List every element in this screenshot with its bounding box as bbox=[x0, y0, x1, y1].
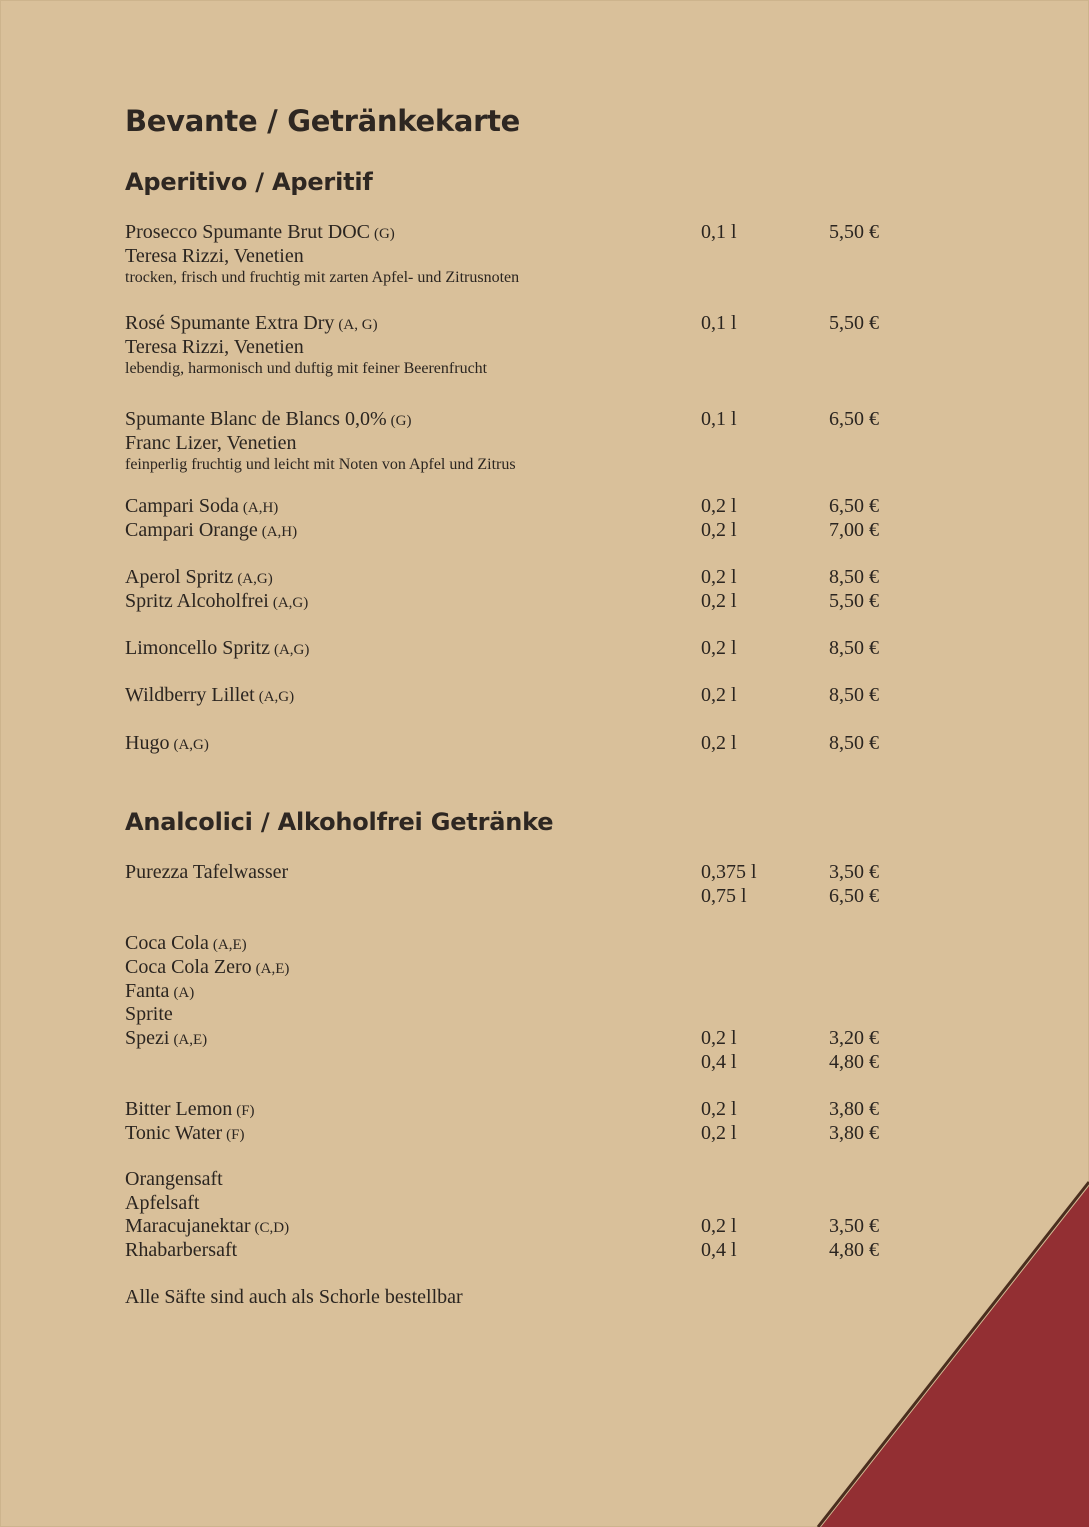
menu-item-name: Purezza Tafelwasser bbox=[125, 861, 289, 883]
menu-item-name: Aperol Spritz (A,G) bbox=[125, 566, 273, 588]
menu-item-volume: 0,2 l bbox=[701, 1098, 737, 1120]
menu-item-volume: 0,1 l bbox=[701, 221, 737, 243]
menu-item-name: Campari Soda (A,H) bbox=[125, 495, 279, 517]
section-heading-soft-drinks: Analcolici / Alkoholfrei Getränke bbox=[125, 808, 554, 836]
section-heading-aperitif: Aperitivo / Aperitif bbox=[125, 168, 373, 196]
allergen-codes: (G) bbox=[373, 226, 395, 242]
menu-item-producer: Teresa Rizzi, Venetien bbox=[125, 336, 304, 358]
menu-item-name: Spritz Alcoholfrei (A,G) bbox=[125, 590, 309, 612]
menu-item-volume: 0,2 l bbox=[701, 519, 737, 541]
menu-item-name: Coca Cola (A,E) bbox=[125, 932, 247, 954]
menu-item-price: 8,50 € bbox=[829, 684, 879, 706]
allergen-codes: (A,H) bbox=[261, 524, 298, 540]
menu-item-volume: 0,1 l bbox=[701, 408, 737, 430]
menu-item-name: Orangensaft bbox=[125, 1168, 223, 1190]
menu-item-price: 6,50 € bbox=[829, 495, 879, 517]
menu-item-description: feinperlig fruchtig und leicht mit Noten von Apfel und Zitrus bbox=[125, 456, 516, 473]
menu-item-name: Rosé Spumante Extra Dry (A, G) bbox=[125, 312, 378, 334]
menu-item-price: 5,50 € bbox=[829, 312, 879, 334]
menu-item-volume: 0,2 l bbox=[701, 495, 737, 517]
menu-item-volume: 0,1 l bbox=[701, 312, 737, 334]
menu-item-price: 3,80 € bbox=[829, 1098, 879, 1120]
menu-item-price: 7,00 € bbox=[829, 519, 879, 541]
menu-item-name: Limoncello Spritz (A,G) bbox=[125, 637, 310, 659]
menu-item-description: lebendig, harmonisch und duftig mit feiner Beerenfrucht bbox=[125, 360, 488, 377]
menu-item-price: 5,50 € bbox=[829, 221, 879, 243]
allergen-codes: (A,G) bbox=[258, 689, 295, 705]
allergen-codes: (A) bbox=[173, 985, 195, 1001]
allergen-codes: (F) bbox=[236, 1103, 255, 1119]
menu-item-description: trocken, frisch und fruchtig mit zarten Apfel- und Zitrusnoten bbox=[125, 269, 520, 286]
menu-item-price: 8,50 € bbox=[829, 637, 879, 659]
allergen-codes: (A,G) bbox=[272, 595, 309, 611]
menu-item-price: 6,50 € bbox=[829, 885, 879, 907]
menu-item-price: 8,50 € bbox=[829, 732, 879, 754]
menu-item-name: Maracujanektar (C,D) bbox=[125, 1215, 290, 1237]
menu-item-price: 3,50 € bbox=[829, 1215, 879, 1237]
menu-item-price: 3,20 € bbox=[829, 1027, 879, 1049]
menu-title: Bevante / Getränkekarte bbox=[125, 104, 521, 138]
menu-item-name: Coca Cola Zero (A,E) bbox=[125, 956, 290, 978]
menu-item-volume: 0,75 l bbox=[701, 885, 747, 907]
allergen-codes: (A,E) bbox=[212, 937, 247, 953]
menu-item-price: 6,50 € bbox=[829, 408, 879, 430]
menu-item-volume: 0,2 l bbox=[701, 1027, 737, 1049]
allergen-codes: (A,G) bbox=[273, 642, 310, 658]
menu-item-name: Spezi (A,E) bbox=[125, 1027, 208, 1049]
menu-item-price: 3,50 € bbox=[829, 861, 879, 883]
menu-item-volume: 0,2 l bbox=[701, 684, 737, 706]
menu-item-name: Bitter Lemon (F) bbox=[125, 1098, 255, 1120]
allergen-codes: (C,D) bbox=[254, 1220, 290, 1236]
menu-item-volume: 0,375 l bbox=[701, 861, 757, 883]
menu-item-producer: Teresa Rizzi, Venetien bbox=[125, 245, 304, 267]
menu-item-name: Apfelsaft bbox=[125, 1192, 200, 1214]
allergen-codes: (A,H) bbox=[242, 500, 279, 516]
menu-item-volume: 0,4 l bbox=[701, 1051, 737, 1073]
menu-item-volume: 0,2 l bbox=[701, 637, 737, 659]
menu-item-name: Tonic Water (F) bbox=[125, 1122, 245, 1144]
allergen-codes: (A, G) bbox=[338, 317, 378, 333]
menu-item-volume: 0,2 l bbox=[701, 1122, 737, 1144]
menu-item-producer: Franc Lizer, Venetien bbox=[125, 432, 297, 454]
menu-item-volume: 0,2 l bbox=[701, 732, 737, 754]
menu-item-price: 8,50 € bbox=[829, 566, 879, 588]
allergen-codes: (A,G) bbox=[173, 737, 209, 753]
menu-item-price: 4,80 € bbox=[829, 1239, 879, 1261]
menu-item-name: Prosecco Spumante Brut DOC (G) bbox=[125, 221, 395, 243]
menu-item-name: Spumante Blanc de Blancs 0,0% (G) bbox=[125, 408, 412, 430]
menu-item-name: Rhabarbersaft bbox=[125, 1239, 238, 1261]
menu-item-name: Wildberry Lillet (A,G) bbox=[125, 684, 295, 706]
allergen-codes: (G) bbox=[390, 413, 412, 429]
allergen-codes: (A,G) bbox=[237, 571, 273, 587]
menu-item-volume: 0,4 l bbox=[701, 1239, 737, 1261]
allergen-codes: (F) bbox=[226, 1127, 245, 1143]
menu-item-price: 4,80 € bbox=[829, 1051, 879, 1073]
menu-item-price: 3,80 € bbox=[829, 1122, 879, 1144]
menu-item-name: Fanta (A) bbox=[125, 980, 195, 1002]
menu-item-volume: 0,2 l bbox=[701, 566, 737, 588]
menu-item-name: Campari Orange (A,H) bbox=[125, 519, 298, 541]
menu-item-name: Hugo (A,G) bbox=[125, 732, 209, 754]
juice-spritzer-note: Alle Säfte sind auch als Schorle bestellbar bbox=[125, 1286, 463, 1308]
allergen-codes: (A,E) bbox=[255, 961, 290, 977]
menu-item-name: Sprite bbox=[125, 1003, 173, 1025]
menu-item-volume: 0,2 l bbox=[701, 1215, 737, 1237]
menu-item-volume: 0,2 l bbox=[701, 590, 737, 612]
menu-item-price: 5,50 € bbox=[829, 590, 879, 612]
allergen-codes: (A,E) bbox=[173, 1032, 208, 1048]
